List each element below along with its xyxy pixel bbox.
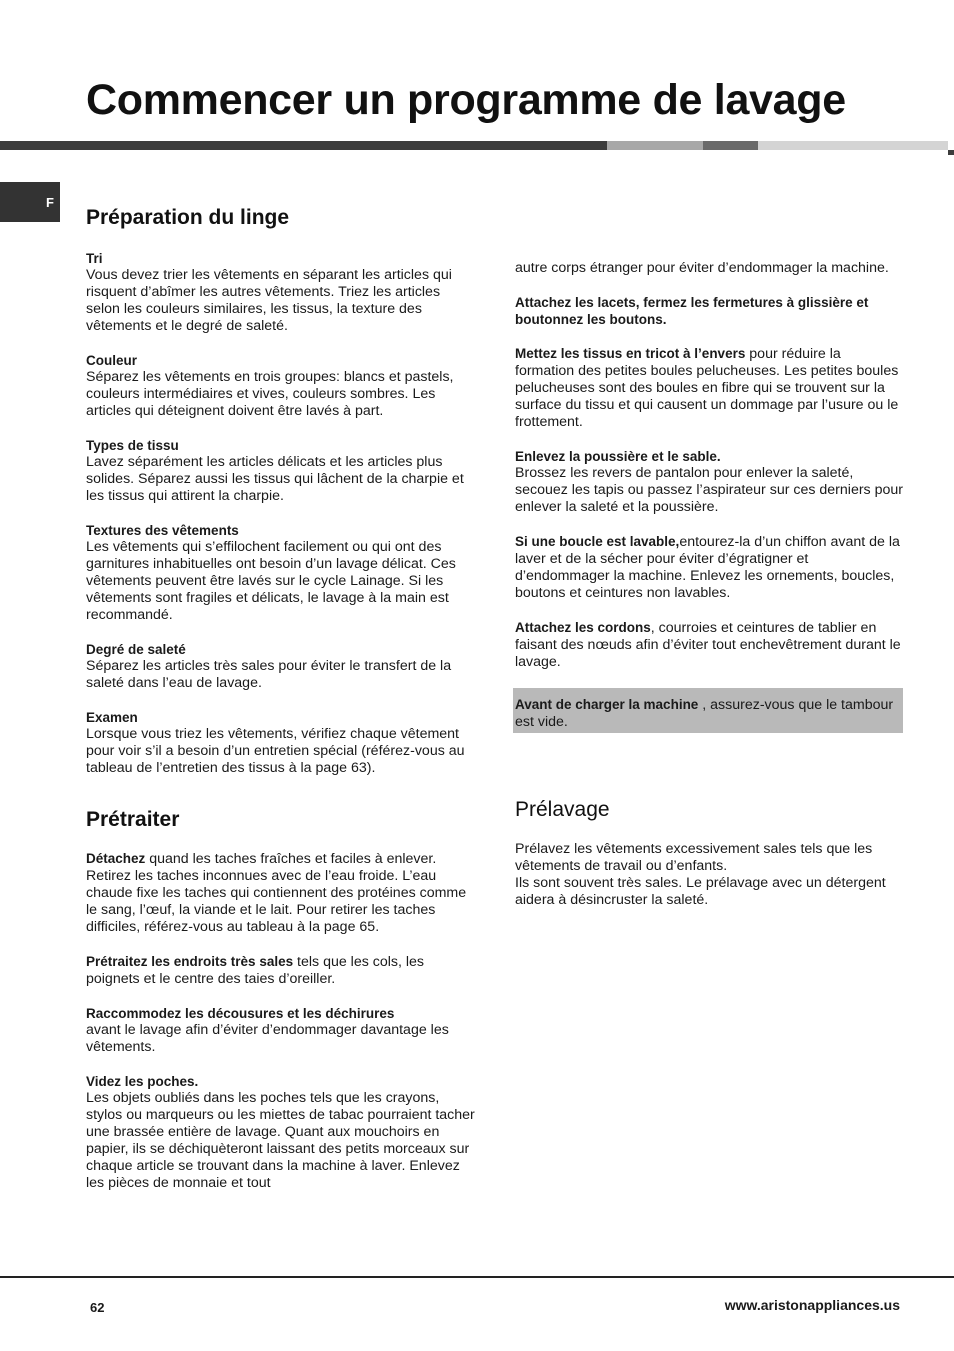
detachez-section — [86, 850, 476, 936]
raccommodez-section — [86, 1005, 476, 1056]
title-rule — [0, 141, 607, 150]
title-rule — [758, 141, 948, 150]
tricot-label: Mettez les tissus en tricot à l’envers — [515, 346, 746, 361]
avant-text: , assurez-vous que le tambour est vide. — [515, 697, 894, 730]
continued-text: autre corps étranger pour éviter d’endommager la machine. — [515, 260, 889, 276]
right-column — [515, 260, 903, 926]
tricot-text: pour réduire la formation des petites boules pelucheuses. Les petites boules pelucheuses sont des boules en fibre qui se trouvent sur la surface du tissu et qui causent un dommage par l’usure ou le frottement. — [515, 346, 899, 430]
website-link[interactable]: www.aristonappliances.us — [724, 1297, 900, 1313]
couleur-label: Couleur — [86, 353, 138, 368]
textures-label: Textures des vêtements — [86, 523, 239, 538]
left-column — [86, 205, 476, 1209]
prelavage-text-2: Ils sont souvent très sales. Le prélavage avec un détergent aidera à désincruster la saleté. — [515, 875, 886, 908]
detachez-label: Détachez — [86, 851, 146, 866]
boucle-text: entourez-la d’un chiffon avant de la laver et de la sécher pour éviter d’égratigner et d’endommager la machine. Enlevez les ornements, boucles, boutons et ceintures non lavables. — [515, 534, 900, 601]
footer-rule — [0, 1276, 954, 1278]
cordons-text: , courroies et ceintures de tablier en faisant des nœuds afin d’éviter tout enchevêtrement durant le lavage. — [515, 620, 901, 670]
videz-section — [86, 1073, 476, 1192]
page-number: 62 — [90, 1300, 105, 1315]
detachez-text: quand les taches fraîches et faciles à enlever. Retirez les taches inconnues avec de l’eau froide. L’eau chaude fixe les taches qui contiennent des protéines comme le sang, l’œuf, la viande et le lait. Pour retirer les taches difficiles, référez-vous au tableau à la page 65. — [86, 851, 467, 935]
title-rule-tick — [948, 150, 954, 155]
boucle-label: Si une boucle est lavable, — [515, 534, 680, 549]
tri-text: Vous devez trier les vêtements en séparant les articles qui risquent d’abîmer les autres vêtements. Triez les articles selon les couleurs similaires, les tissus, la texture des vêtements et le degré de saleté. — [86, 267, 452, 334]
videz-text: Les objets oubliés dans les poches tels que les crayons, stylos ou marqueurs ou les miettes de tabac pourraient tacher une brassée entière de lavage. Quant aux mouchoirs en papier, ils se déchiquèteront laissant des petits morceaux sur chaque article se trouvant dans la machine à laver. Enlevez les pièces de monnaie et tout — [86, 1090, 475, 1191]
endroits-label: Prétraitez les endroits très sales — [86, 954, 294, 969]
videz-label: Videz les poches. — [86, 1074, 199, 1089]
endroits-section — [86, 953, 476, 988]
tambour-notice — [513, 688, 903, 733]
types-label: Types de tissu — [86, 438, 179, 453]
prelavage-text-1: Prélavez les vêtements excessivement sales tels que les vêtements de travail ou d’enfants. — [515, 841, 873, 874]
couleur-text: Séparez les vêtements en trois groupes: blancs et pastels, couleurs intermédiaires et vives, couleurs sombres. Les articles qui déteignent doivent être lavés à part. — [86, 369, 454, 419]
raccommodez-label: Raccommodez les décousures et les déchirures — [86, 1006, 395, 1021]
boucle-section — [515, 533, 903, 602]
types-text: Lavez séparément les articles délicats et les articles plus solides. Séparez aussi les tissus qui lâchent de la charpie et les tissus qui attirent la charpie. — [86, 454, 464, 504]
page-title: Commencer un programme de lavage — [86, 76, 846, 124]
tricot-section — [515, 345, 903, 431]
lacets-section — [515, 294, 903, 328]
title-rule — [703, 141, 758, 150]
examen-label: Examen — [86, 710, 138, 725]
continued-section — [515, 260, 903, 277]
cordons-section — [515, 619, 903, 671]
examen-text: Lorsque vous triez les vêtements, vérifiez chaque vêtement pour voir s’il a besoin d’un entretien spécial (référez-vous au tableau de l’entretien des tissus à la page 63). — [86, 726, 465, 776]
poussiere-text: Brossez les revers de pantalon pour enlever la saleté, secouez les tapis ou passez l’aspirateur sur ces derniers pour enlever la saleté et la poussière. — [515, 465, 903, 515]
textures-section — [86, 522, 476, 624]
prelavage-section — [515, 841, 903, 909]
section-heading-prelavage: Prélavage — [515, 798, 610, 821]
section-heading-pretraiter: Prétraiter — [86, 808, 180, 831]
tri-label: Tri — [86, 251, 103, 266]
tri-section — [86, 250, 476, 335]
poussiere-label: Enlevez la poussière et le sable. — [515, 449, 721, 464]
textures-text: Les vêtements qui s’effilochent facilement ou qui ont des garnitures inhabituelles ont besoin d’un lavage délicat. Ces vêtements peuvent être lavés sur le cycle Lainage. Si les vêtements sont fragiles et délicats, le lavage à la main est recommandé. — [86, 539, 456, 623]
examen-section — [86, 709, 476, 777]
types-section — [86, 437, 476, 505]
title-rule — [607, 141, 703, 150]
language-tab: F — [0, 182, 60, 222]
section-heading-preparation: Préparation du linge — [86, 206, 290, 229]
degre-section — [86, 641, 476, 692]
degre-text: Séparez les articles très sales pour éviter le transfert de la saleté dans l’eau de lavage. — [86, 658, 452, 691]
poussiere-section — [515, 448, 903, 516]
degre-label: Degré de saleté — [86, 642, 186, 657]
endroits-text: tels que les cols, les poignets et le centre des taies d’oreiller. — [86, 954, 425, 987]
avant-label: Avant de charger la machine — [515, 697, 699, 712]
couleur-section — [86, 352, 476, 420]
lacets-label: Attachez les lacets, fermez les fermetures à glissière et boutonnez les boutons. — [515, 295, 869, 327]
cordons-label: Attachez les cordons — [515, 620, 651, 635]
raccommodez-text: avant le lavage afin d’éviter d’endommager davantage les vêtements. — [86, 1022, 449, 1055]
